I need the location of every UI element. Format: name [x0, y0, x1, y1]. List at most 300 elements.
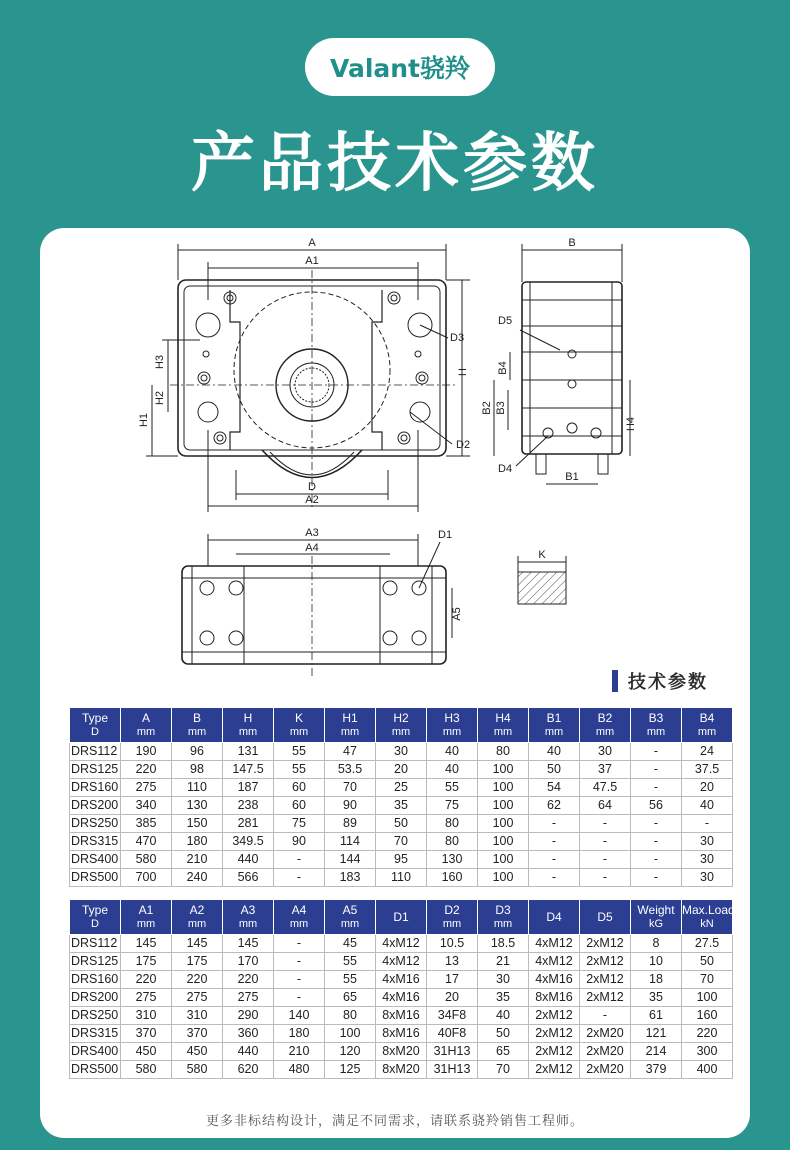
column-header — [427, 900, 478, 935]
table-cell: 55 — [325, 971, 376, 989]
spec-table-fixings — [69, 899, 733, 1079]
table-cell: DRS112 — [70, 743, 121, 761]
table-cell: 31H13 — [427, 1043, 478, 1061]
table-cell: 8xM16 — [376, 1025, 427, 1043]
table-row — [70, 833, 733, 851]
table-cell: 4xM12 — [376, 935, 427, 953]
label-h2: H2 — [154, 390, 166, 406]
table-cell: 25 — [376, 779, 427, 797]
table-cell: 100 — [682, 989, 733, 1007]
spec-table-dimensions — [69, 707, 733, 887]
table-cell: 27.5 — [682, 935, 733, 953]
table-cell: 13 — [427, 953, 478, 971]
column-header-label: A — [141, 711, 150, 725]
table-cell: 130 — [427, 851, 478, 869]
column-header-label: D1 — [393, 910, 409, 924]
table-cell: 2xM12 — [580, 935, 631, 953]
table-cell: 370 — [172, 1025, 223, 1043]
table-cell: - — [580, 869, 631, 887]
table-cell: 110 — [376, 869, 427, 887]
table-cell: - — [274, 989, 325, 1007]
table-cell: 220 — [172, 971, 223, 989]
page-title: 产品技术参数 — [191, 127, 599, 201]
table-cell: 65 — [478, 1043, 529, 1061]
table-cell: 21 — [478, 953, 529, 971]
column-header-unit: kG — [648, 918, 664, 930]
column-header-label: Max.Load — [682, 903, 735, 917]
table-cell: 100 — [478, 779, 529, 797]
table-cell: 190 — [121, 743, 172, 761]
table-cell: 160 — [427, 869, 478, 887]
label-b4: B4 — [497, 361, 509, 375]
table-cell: 30 — [682, 869, 733, 887]
table-cell: 18.5 — [478, 935, 529, 953]
label-h: H — [457, 368, 469, 376]
label-d4: D4 — [498, 463, 513, 475]
table-cell: 34F8 — [427, 1007, 478, 1025]
table-row — [70, 851, 733, 869]
column-header-unit: D — [91, 726, 99, 738]
table-cell: 20 — [682, 779, 733, 797]
table-cell: 65 — [325, 989, 376, 1007]
column-header-label: Weight — [637, 903, 675, 917]
column-header-label: Type — [81, 903, 108, 917]
table-cell: 4xM12 — [529, 935, 580, 953]
table-cell: 480 — [274, 1061, 325, 1079]
column-header-unit: mm — [136, 726, 156, 738]
table-row — [70, 743, 733, 761]
table-cell: 120 — [325, 1043, 376, 1061]
column-header-label: A4 — [291, 903, 307, 917]
table-cell: 275 — [223, 989, 274, 1007]
table-cell: 2xM20 — [580, 1061, 631, 1079]
table-cell: 281 — [223, 815, 274, 833]
table-cell: 220 — [121, 761, 172, 779]
column-header-label: A2 — [189, 903, 205, 917]
table-cell: 240 — [172, 869, 223, 887]
table-row — [70, 815, 733, 833]
table-cell: 30 — [478, 971, 529, 989]
table-cell: 4xM16 — [529, 971, 580, 989]
table-cell: 275 — [121, 779, 172, 797]
table-cell: 160 — [682, 1007, 733, 1025]
column-header — [121, 900, 172, 935]
footer-note: 更多非标结构设计，满足不同需求，请联系骁羚销售工程师。 — [205, 1114, 584, 1129]
table-cell: 70 — [682, 971, 733, 989]
table-cell: 100 — [478, 869, 529, 887]
table-cell: 238 — [223, 797, 274, 815]
column-header-label: H1 — [342, 711, 358, 725]
column-header-label: A3 — [240, 903, 256, 917]
table-cell: 121 — [631, 1025, 682, 1043]
column-header-unit: mm — [493, 918, 513, 930]
table-cell: 100 — [325, 1025, 376, 1043]
table-cell: 2xM12 — [580, 953, 631, 971]
table-cell: DRS315 — [70, 833, 121, 851]
table-cell: - — [529, 833, 580, 851]
table-cell: 145 — [121, 935, 172, 953]
table-cell: 47.5 — [580, 779, 631, 797]
table-row — [70, 779, 733, 797]
section-heading-text: 技术参数 — [628, 672, 708, 693]
table-cell: 100 — [478, 797, 529, 815]
column-header-label: A1 — [138, 903, 154, 917]
column-header-label: D2 — [444, 903, 460, 917]
column-header-unit: mm — [136, 918, 156, 930]
table-cell: 55 — [274, 743, 325, 761]
table-cell: - — [274, 935, 325, 953]
column-header — [631, 900, 682, 935]
table-cell: 96 — [172, 743, 223, 761]
table-cell: 2xM12 — [580, 971, 631, 989]
table-cell: 2xM12 — [580, 989, 631, 1007]
table-cell: - — [631, 851, 682, 869]
label-a3: A3 — [305, 527, 319, 539]
table-cell: 275 — [172, 989, 223, 1007]
column-header — [631, 708, 682, 743]
label-b2: B2 — [481, 401, 493, 415]
table-cell: DRS200 — [70, 989, 121, 1007]
table-cell: - — [274, 869, 325, 887]
table-cell: 147.5 — [223, 761, 274, 779]
table-cell: 75 — [274, 815, 325, 833]
table-cell: 2xM12 — [529, 1061, 580, 1079]
table-cell: 580 — [172, 1061, 223, 1079]
table-cell: - — [529, 869, 580, 887]
table-cell: 580 — [121, 1061, 172, 1079]
column-header-label: B1 — [546, 711, 562, 725]
table-cell: 385 — [121, 815, 172, 833]
k-section — [518, 556, 566, 604]
label-d5: D5 — [498, 315, 513, 327]
column-header-unit: mm — [340, 726, 360, 738]
table-cell: 214 — [631, 1043, 682, 1061]
column-header-unit: mm — [442, 726, 462, 738]
table-cell: 100 — [478, 833, 529, 851]
table-cell: 187 — [223, 779, 274, 797]
table-row — [70, 989, 733, 1007]
table-cell: - — [682, 815, 733, 833]
column-header-label: D4 — [546, 910, 562, 924]
table-cell: - — [631, 833, 682, 851]
table-cell: 90 — [325, 797, 376, 815]
table-cell: 4xM16 — [376, 989, 427, 1007]
table-cell: DRS400 — [70, 1043, 121, 1061]
label-k: K — [538, 549, 546, 561]
table-cell: 98 — [172, 761, 223, 779]
table-cell: 75 — [427, 797, 478, 815]
table-cell: 55 — [325, 953, 376, 971]
table-cell: 470 — [121, 833, 172, 851]
table-cell: 54 — [529, 779, 580, 797]
column-header — [580, 900, 631, 935]
table-cell: - — [274, 953, 325, 971]
column-header — [70, 708, 121, 743]
column-header — [529, 900, 580, 935]
table-cell: 580 — [121, 851, 172, 869]
column-header-unit: mm — [289, 918, 309, 930]
table-cell: 4xM12 — [529, 953, 580, 971]
table-cell: 56 — [631, 797, 682, 815]
table-cell: 340 — [121, 797, 172, 815]
table-cell: 10.5 — [427, 935, 478, 953]
table-cell: - — [580, 815, 631, 833]
table-cell: 35 — [631, 989, 682, 1007]
table-cell: - — [529, 851, 580, 869]
table-cell: 40F8 — [427, 1025, 478, 1043]
table-cell: 40 — [529, 743, 580, 761]
column-header-unit: mm — [289, 726, 309, 738]
table-cell: 35 — [478, 989, 529, 1007]
table-row — [70, 1025, 733, 1043]
table-cell: 360 — [223, 1025, 274, 1043]
table-cell: 40 — [427, 743, 478, 761]
column-header-label: K — [294, 711, 303, 725]
table-cell: 20 — [376, 761, 427, 779]
table-cell: 2xM20 — [580, 1025, 631, 1043]
table-cell: 8 — [631, 935, 682, 953]
table-cell: 70 — [478, 1061, 529, 1079]
table-cell: 4xM12 — [376, 953, 427, 971]
column-header-label: A5 — [342, 903, 358, 917]
table-cell: DRS125 — [70, 953, 121, 971]
column-header — [682, 708, 733, 743]
table-cell: 40 — [682, 797, 733, 815]
table-cell: 61 — [631, 1007, 682, 1025]
column-header — [274, 708, 325, 743]
column-header-unit: D — [91, 918, 99, 930]
table-cell: 275 — [121, 989, 172, 1007]
bottom-view — [182, 534, 452, 676]
table-cell: 130 — [172, 797, 223, 815]
table-cell: 300 — [682, 1043, 733, 1061]
column-header-unit: kN — [700, 918, 714, 930]
table-cell: 145 — [172, 935, 223, 953]
table-cell: 30 — [580, 743, 631, 761]
column-header-label: B — [192, 711, 201, 725]
table-cell: 50 — [529, 761, 580, 779]
table-cell: DRS160 — [70, 971, 121, 989]
table-cell: 131 — [223, 743, 274, 761]
column-header — [478, 708, 529, 743]
table-row — [70, 761, 733, 779]
table-cell: 220 — [223, 971, 274, 989]
table-cell: DRS500 — [70, 869, 121, 887]
label-b: B — [568, 237, 576, 249]
table-cell: 70 — [376, 833, 427, 851]
table-cell: 60 — [274, 779, 325, 797]
column-header-unit: mm — [493, 726, 513, 738]
column-header-unit: mm — [595, 726, 615, 738]
table-cell: DRS112 — [70, 935, 121, 953]
column-header-unit: mm — [187, 726, 207, 738]
column-header-label: D5 — [597, 910, 613, 924]
column-header — [478, 900, 529, 935]
label-d3: D3 — [450, 332, 465, 344]
column-header-label: B4 — [699, 711, 715, 725]
column-header-label: H — [243, 711, 253, 725]
label-a4: A4 — [305, 542, 319, 554]
column-header-label: D3 — [495, 903, 511, 917]
table-cell: 175 — [172, 953, 223, 971]
table-cell: DRS160 — [70, 779, 121, 797]
table-cell: 89 — [325, 815, 376, 833]
table-cell: 180 — [172, 833, 223, 851]
table-cell: 10 — [631, 953, 682, 971]
table-cell: 2xM12 — [529, 1025, 580, 1043]
table-cell: 17 — [427, 971, 478, 989]
column-header-unit: mm — [544, 726, 564, 738]
table-cell: 2xM12 — [529, 1043, 580, 1061]
table-cell: 440 — [223, 851, 274, 869]
table-cell: - — [631, 869, 682, 887]
table-row — [70, 797, 733, 815]
table-cell: 31H13 — [427, 1061, 478, 1079]
table-cell: 80 — [478, 743, 529, 761]
table-row — [70, 971, 733, 989]
column-header — [223, 900, 274, 935]
table-cell: 180 — [274, 1025, 325, 1043]
label-h4: H4 — [625, 416, 637, 432]
table-cell: 80 — [325, 1007, 376, 1025]
table-cell: 8xM16 — [376, 1007, 427, 1025]
table-cell: 47 — [325, 743, 376, 761]
table-row — [70, 869, 733, 887]
table-cell: 40 — [478, 1007, 529, 1025]
column-header-unit: mm — [238, 918, 258, 930]
column-header — [427, 708, 478, 743]
table-cell: 175 — [121, 953, 172, 971]
table-cell: 40 — [427, 761, 478, 779]
table-cell: 95 — [376, 851, 427, 869]
table-cell: 150 — [172, 815, 223, 833]
table-cell: 144 — [325, 851, 376, 869]
table-cell: 145 — [223, 935, 274, 953]
table-cell: 210 — [172, 851, 223, 869]
table-row — [70, 935, 733, 953]
table-cell: - — [631, 815, 682, 833]
table-cell: 220 — [682, 1025, 733, 1043]
label-a5: A5 — [451, 607, 463, 621]
label-d: D — [308, 481, 316, 493]
table-cell: 450 — [172, 1043, 223, 1061]
table-cell: 37.5 — [682, 761, 733, 779]
table-cell: 62 — [529, 797, 580, 815]
column-header-label: H3 — [444, 711, 460, 725]
table-cell: 110 — [172, 779, 223, 797]
column-header — [121, 708, 172, 743]
table-cell: 20 — [427, 989, 478, 1007]
table-cell: - — [580, 851, 631, 869]
table-cell: DRS125 — [70, 761, 121, 779]
table-cell: 24 — [682, 743, 733, 761]
column-header-unit: mm — [391, 726, 411, 738]
column-header-unit: mm — [697, 726, 717, 738]
table-cell: 183 — [325, 869, 376, 887]
table-cell: 440 — [223, 1043, 274, 1061]
table-cell: 50 — [682, 953, 733, 971]
front-view — [146, 244, 470, 512]
column-header — [376, 900, 427, 935]
column-header-label: B2 — [597, 711, 613, 725]
table-row — [70, 1043, 733, 1061]
column-header — [325, 900, 376, 935]
column-header-label: H2 — [393, 711, 409, 725]
table-cell: - — [631, 761, 682, 779]
table-cell: 140 — [274, 1007, 325, 1025]
table-cell: 37 — [580, 761, 631, 779]
column-header-unit: mm — [340, 918, 360, 930]
table-cell: DRS200 — [70, 797, 121, 815]
label-b3: B3 — [495, 401, 507, 415]
table-cell: 55 — [274, 761, 325, 779]
table-cell: 80 — [427, 833, 478, 851]
table-cell: - — [274, 851, 325, 869]
table-cell: 310 — [172, 1007, 223, 1025]
table-cell: 400 — [682, 1061, 733, 1079]
column-header-unit: mm — [238, 726, 258, 738]
table-cell: 379 — [631, 1061, 682, 1079]
table-cell: 64 — [580, 797, 631, 815]
column-header — [70, 900, 121, 935]
table-cell: 2xM20 — [580, 1043, 631, 1061]
table-cell: 450 — [121, 1043, 172, 1061]
column-header — [580, 708, 631, 743]
table-cell: DRS400 — [70, 851, 121, 869]
table-cell: 310 — [121, 1007, 172, 1025]
table-cell: 290 — [223, 1007, 274, 1025]
table-cell: 100 — [478, 761, 529, 779]
column-header — [172, 708, 223, 743]
table-cell: - — [631, 743, 682, 761]
table-cell: 349.5 — [223, 833, 274, 851]
column-header — [376, 708, 427, 743]
table-cell: 4xM16 — [376, 971, 427, 989]
table-cell: 30 — [682, 833, 733, 851]
table-row — [70, 1061, 733, 1079]
table-cell: DRS315 — [70, 1025, 121, 1043]
table-cell: 210 — [274, 1043, 325, 1061]
column-header-unit: mm — [187, 918, 207, 930]
table-cell: 566 — [223, 869, 274, 887]
column-header — [325, 708, 376, 743]
table-cell: 370 — [121, 1025, 172, 1043]
table-header-row — [70, 900, 733, 935]
table-cell: 125 — [325, 1061, 376, 1079]
table-cell: - — [580, 1007, 631, 1025]
table-cell: 100 — [478, 815, 529, 833]
table-cell: 620 — [223, 1061, 274, 1079]
table-cell: - — [631, 779, 682, 797]
table-cell: 8xM20 — [376, 1061, 427, 1079]
table-cell: 45 — [325, 935, 376, 953]
table-cell: 8xM20 — [376, 1043, 427, 1061]
section-accent-bar — [612, 670, 618, 692]
table-row — [70, 953, 733, 971]
table-header-row — [70, 708, 733, 743]
table-cell: DRS500 — [70, 1061, 121, 1079]
table-cell: 35 — [376, 797, 427, 815]
table-cell: - — [529, 815, 580, 833]
table-cell: 100 — [478, 851, 529, 869]
column-header-label: B3 — [648, 711, 664, 725]
table-cell: 700 — [121, 869, 172, 887]
table-cell: 50 — [478, 1025, 529, 1043]
column-header — [682, 900, 733, 935]
label-a2: A2 — [305, 494, 319, 506]
table-cell: - — [274, 971, 325, 989]
column-header — [274, 900, 325, 935]
